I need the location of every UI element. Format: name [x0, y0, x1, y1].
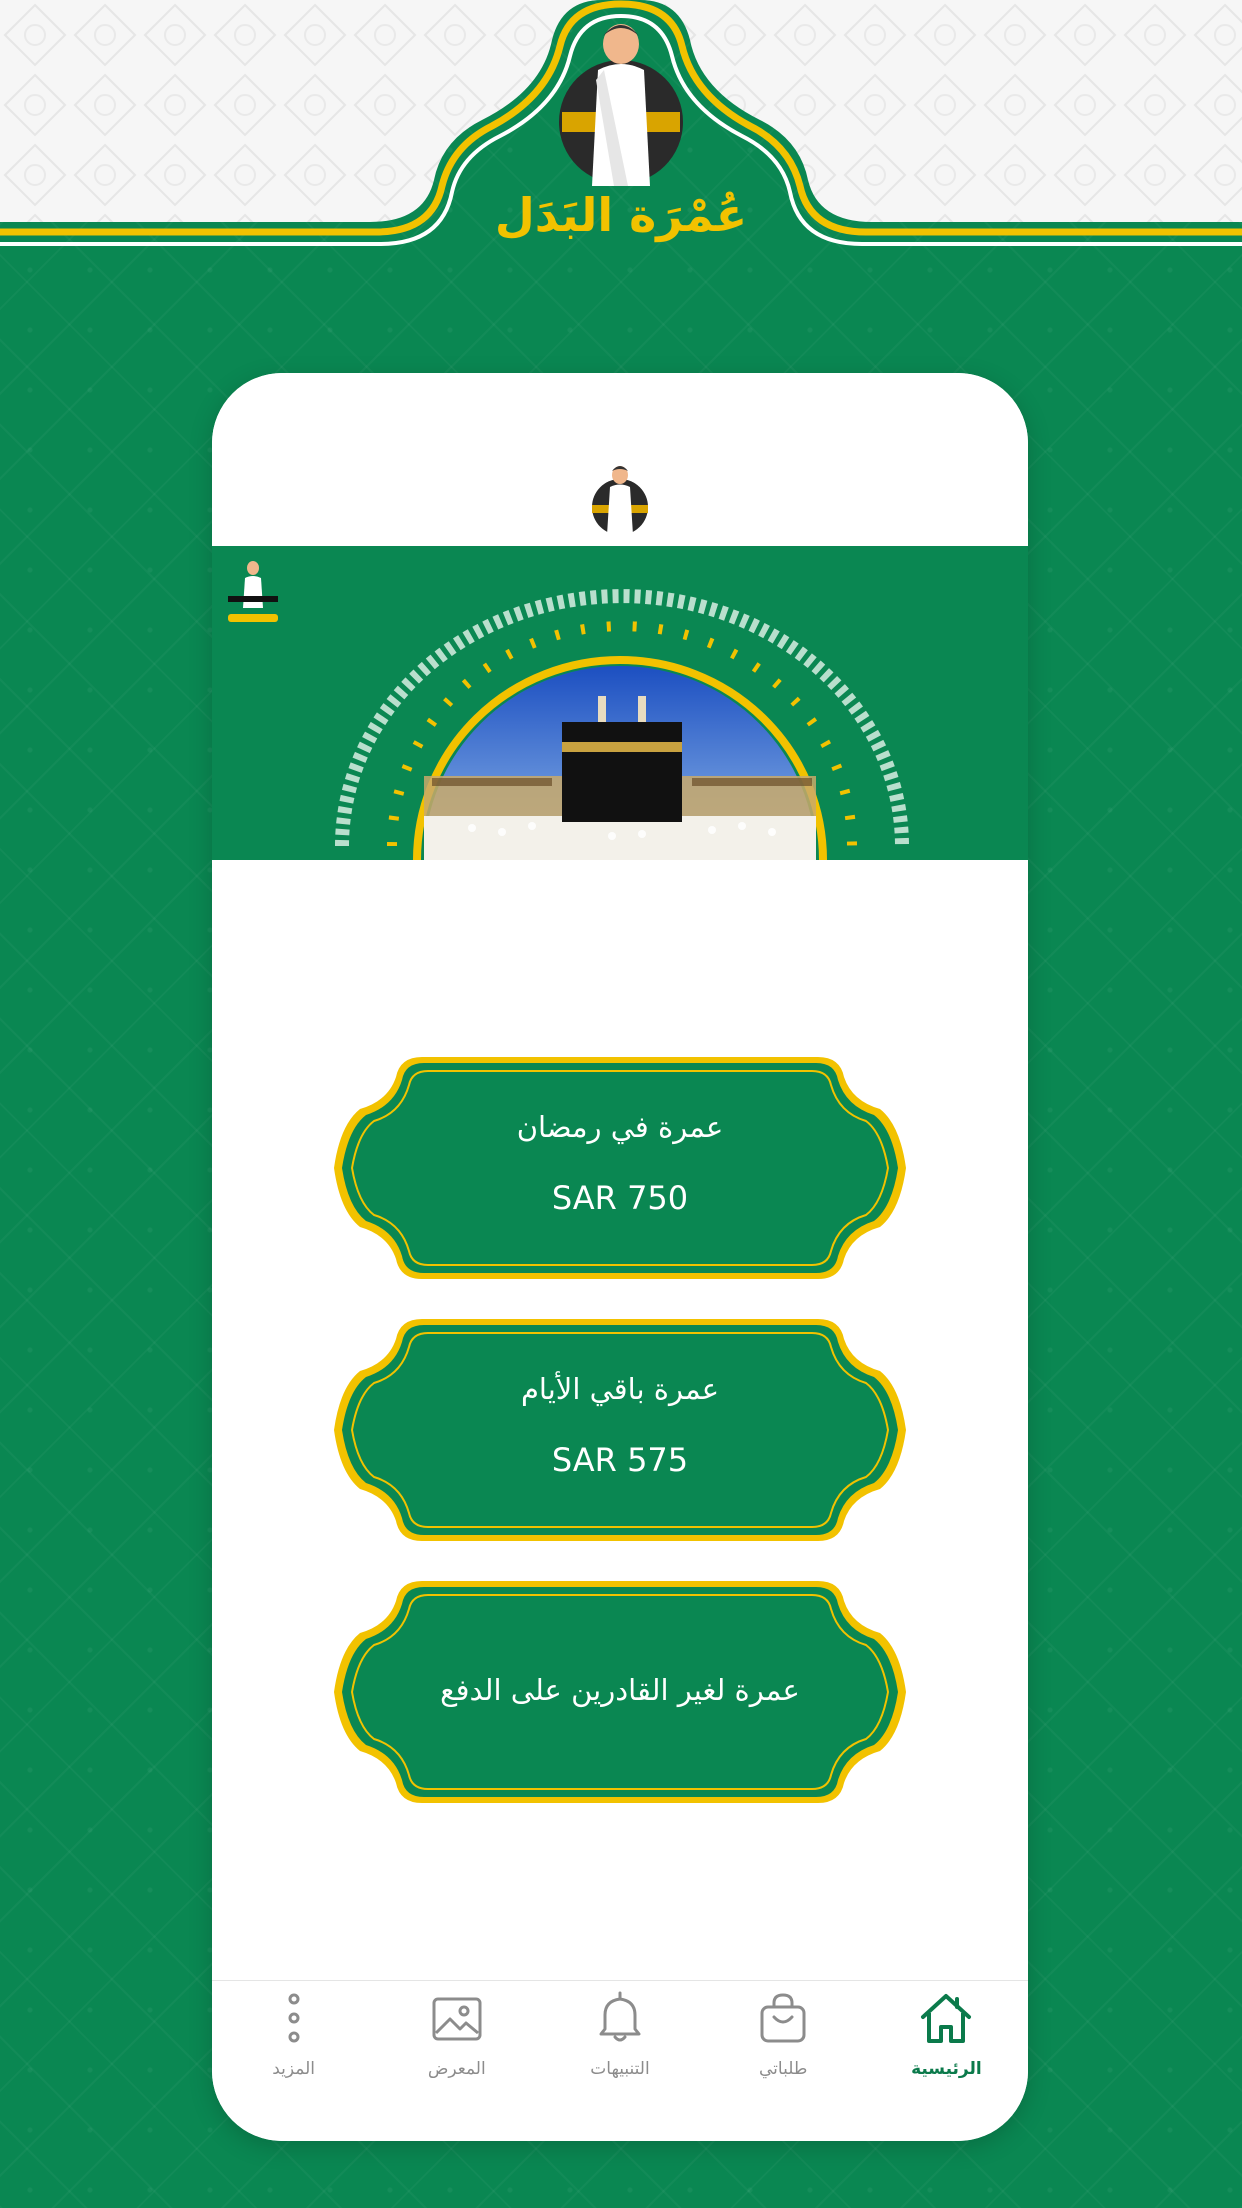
card-frame-shape: [332, 1315, 908, 1545]
tab-my-orders[interactable]: [702, 1981, 865, 2141]
tab-label: طلباتي: [759, 2059, 808, 2079]
card-title: عمرة في رمضان: [516, 1110, 724, 1144]
tab-label: المزيد: [272, 2059, 315, 2079]
brand-title: عُمْرَة البَدَل: [494, 188, 748, 242]
tab-label: التنبيهات: [590, 2059, 650, 2079]
banner-mini-logo-icon: [222, 558, 284, 630]
card-title: عمرة باقي الأيام: [520, 1372, 720, 1406]
card-frame-shape: [332, 1053, 908, 1283]
home-icon: [915, 1987, 977, 2049]
package-card-other-days[interactable]: [332, 1315, 908, 1545]
tab-notifications[interactable]: [538, 1981, 701, 2141]
bottom-tab-bar: [212, 1980, 1028, 2141]
tab-gallery[interactable]: [375, 1981, 538, 2141]
tab-label: الرئيسية: [911, 2059, 982, 2079]
app-logo-icon: [590, 463, 650, 537]
tab-more[interactable]: [212, 1981, 375, 2141]
app-topbar: [212, 373, 1028, 546]
card-price: SAR 750: [551, 1179, 689, 1217]
card-price: SAR 575: [551, 1441, 689, 1479]
kaaba-banner: [212, 546, 1028, 860]
tab-home[interactable]: [865, 1981, 1028, 2141]
tab-label: المعرض: [427, 2059, 486, 2079]
card-title: عمرة لغير القادرين على الدفع: [440, 1673, 800, 1707]
package-card-ramadan[interactable]: [332, 1053, 908, 1283]
gallery-icon: [426, 1987, 488, 2049]
brand-header: [0, 0, 1242, 260]
phone-mockup: [212, 373, 1028, 2141]
bell-icon: [589, 1987, 651, 2049]
more-icon: [263, 1987, 325, 2049]
bag-icon: [752, 1987, 814, 2049]
kaaba-banner-image: [212, 546, 1028, 860]
package-card-unable-to-pay[interactable]: [332, 1577, 908, 1807]
